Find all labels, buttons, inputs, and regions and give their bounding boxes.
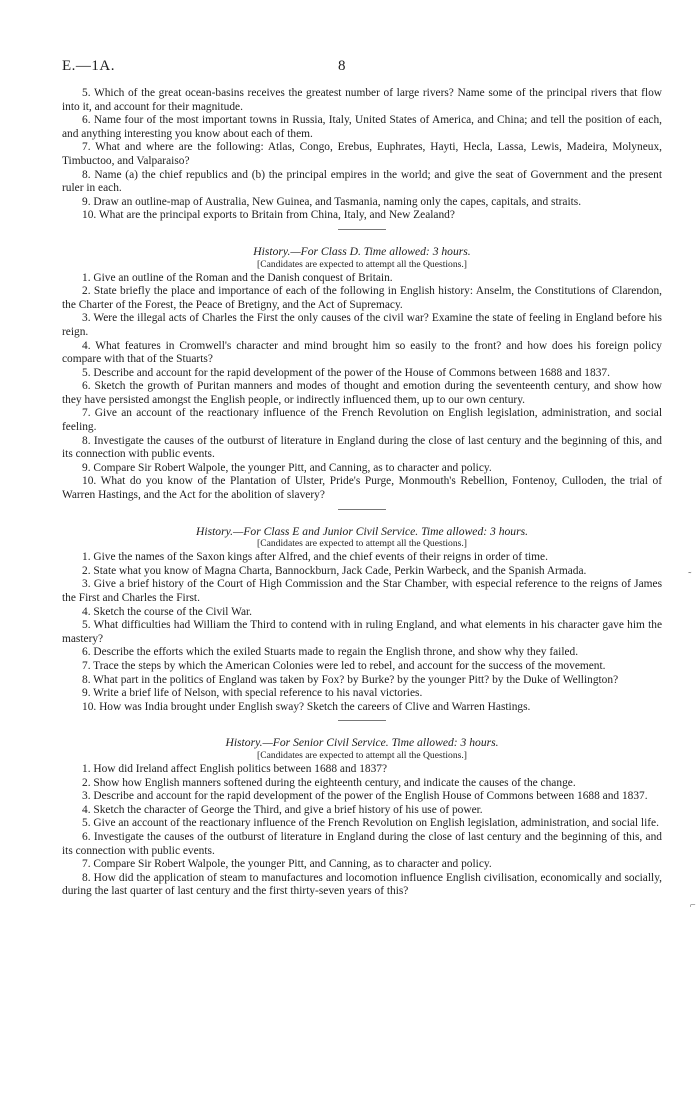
question: 5. Give an account of the reactionary influence of the French Revolution on English legislation, administration, and social life. bbox=[82, 817, 659, 830]
question: 9. Write a brief life of Nelson, with special reference to his naval victories. bbox=[82, 687, 423, 700]
question: 1. How did Ireland affect English politics between 1688 and 1837? bbox=[82, 762, 388, 775]
question: 3. Were the illegal acts of Charles the First the only causes of the civil war? Examine the state of feeling in England before his reign. bbox=[62, 312, 662, 338]
question: 6. Investigate the causes of the outburst of literature in England during the close of last century and the beginning of this, and its connection with public events. bbox=[62, 830, 662, 857]
question: 7. Compare Sir Robert Walpole, the younger Pitt, and Canning, as to character and policy. bbox=[82, 858, 492, 871]
question: 6. Name four of the most important towns in Russia, Italy, United States of America, and China; and tell the position of each, and anything interesting you know about each of them. bbox=[62, 114, 662, 140]
question: 4. Sketch the course of the Civil War. bbox=[82, 605, 253, 618]
intro-question-list bbox=[62, 87, 662, 223]
question: 8. Investigate the causes of the outburst of literature in England during the close of last century and the beginning of this, and its connection with public events. bbox=[62, 434, 662, 461]
question: 10. What do you know of the Plantation of Ulster, Pride's Purge, Monmouth's Rebellion, Fontenoy, Culloden, the trial of Warren Hastings, and the Act for the abolition of slavery? bbox=[62, 475, 662, 502]
question: 2. State briefly the place and importance of each of the following in English history: Anselm, the Constitutions of Clarendon, the Charter of the Forest, the Peace of Bretigny, and the Act of Supremacy. bbox=[62, 285, 662, 311]
question: 2. State what you know of Magna Charta, Bannockburn, Jack Cade, Perkin Warbeck, and the Spanish Armada. bbox=[82, 564, 587, 577]
question: 2. Show how English manners softened during the eighteenth century, and indicate the causes of the change. bbox=[82, 776, 576, 789]
margin-mark: ˷ bbox=[688, 563, 692, 574]
question: 7. What and where are the following: Atlas, Congo, Erebus, Euphrates, Hayti, Hecla, Lassa, Lewis, Madeira, Molyneux, Timbuctoo, and Valparaiso? bbox=[62, 141, 662, 167]
question: 10. How was India brought under English sway? Sketch the careers of Clive and Warren Hastings. bbox=[82, 700, 531, 713]
section-divider bbox=[338, 229, 386, 230]
question: 6. Describe the efforts which the exiled Stuarts made to regain the English throne, and show why they failed. bbox=[82, 646, 579, 659]
question: 1. Give the names of the Saxon kings after Alfred, and the chief events of their reigns in order of time. bbox=[82, 551, 548, 564]
question: 3. Give a brief history of the Court of High Commission and the Star Chamber, with especial reference to the reigns of James the First and Charles the First. bbox=[62, 578, 662, 604]
section-title: History.—For Class D. Time allowed: 3 hours. bbox=[253, 244, 471, 258]
question: 5. What difficulties had William the Third to contend with in ruling England, and what elements in his character gave him the mastery? bbox=[62, 619, 662, 645]
question: 8. What part in the politics of England was taken by Fox? by Burke? by the younger Pitt? by the Duke of Wellington? bbox=[82, 673, 619, 686]
margin-mark: ⌐ bbox=[690, 900, 696, 911]
question: 8. How did the application of steam to manufactures and locomotion influence English civilisation, economically and socially, during the last quarter of last century and the first thirty-seven years of this? bbox=[62, 871, 662, 898]
question: 4. Sketch the character of George the Third, and give a brief history of his use of power. bbox=[82, 803, 483, 816]
section-note: [Candidates are expected to attempt all the Questions.] bbox=[257, 749, 467, 761]
page-number: 8 bbox=[338, 58, 346, 74]
section-history-class-d bbox=[62, 245, 662, 503]
page-content bbox=[62, 87, 662, 899]
page-header bbox=[62, 58, 662, 78]
section-history-senior-civil-service bbox=[62, 736, 662, 899]
question: 7. Trace the steps by which the American Colonies were led to rebel, and account for the success of the movement. bbox=[82, 659, 606, 672]
question: 7. Give an account of the reactionary influence of the French Revolution on English legislation, administration, and social feeling. bbox=[62, 407, 662, 434]
section-note: [Candidates are expected to attempt all the Questions.] bbox=[257, 258, 467, 270]
section-divider bbox=[338, 720, 386, 721]
question: 1. Give an outline of the Roman and the Danish conquest of Britain. bbox=[82, 271, 393, 284]
question: 9. Draw an outline-map of Australia, New Guinea, and Tasmania, naming only the capes, capitals, and straits. bbox=[82, 195, 582, 208]
section-history-class-e bbox=[62, 525, 662, 715]
question: 6. Sketch the growth of Puritan manners and modes of thought and emotion during the seventeenth century, and show how they have persisted amongst the English people, or indirectly influenced them, up to our own century. bbox=[62, 380, 662, 406]
section-note: [Candidates are expected to attempt all the Questions.] bbox=[257, 538, 467, 550]
section-title: History.—For Class E and Junior Civil Service. Time allowed: 3 hours. bbox=[195, 524, 529, 538]
question: 3. Describe and account for the rapid development of the power of the English House of Commons between 1688 and 1837. bbox=[82, 790, 648, 803]
question: 9. Compare Sir Robert Walpole, the younger Pitt, and Canning, as to character and policy. bbox=[82, 461, 492, 474]
section-divider bbox=[338, 509, 386, 510]
question: 5. Describe and account for the rapid development of the power of the House of Commons between 1688 and 1837. bbox=[82, 366, 610, 379]
question: 8. Name (a) the chief republics and (b) the principal empires in the world; and give the seat of Government and the present ruler in each. bbox=[62, 168, 662, 195]
section-title: History.—For Senior Civil Service. Time allowed: 3 hours. bbox=[225, 736, 499, 750]
question: 10. What are the principal exports to Britain from China, Italy, and New Zealand? bbox=[82, 209, 455, 222]
question: 4. What features in Cromwell's character and mind brought him so easily to the front? and how does his foreign policy compare with that of the Stuarts? bbox=[62, 339, 662, 366]
question: 5. Which of the great ocean-basins receives the greatest number of large rivers? Name some of the principal rivers that flow into it, and account for their magnitude. bbox=[62, 87, 662, 113]
document-reference: E.—1A. bbox=[62, 58, 115, 74]
